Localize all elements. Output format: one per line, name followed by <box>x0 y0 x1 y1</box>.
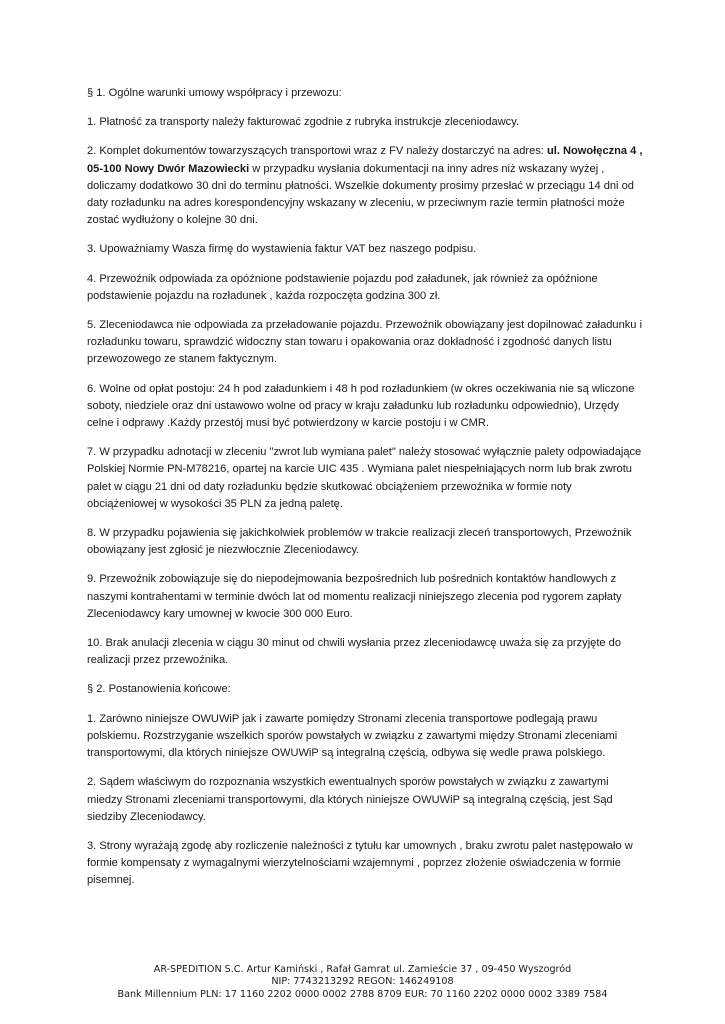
section-1-point-6: 6. Wolne od opłat postoju: 24 h pod załadunkiem i 48 h pod rozładunkiem (w okres oczekiwania nie są wliczone soboty, niedziele oraz dni ustawowo wolne od pracy w kraju załadunku lub rozładunku odpowiednio), Urzędy celne i odprawy .Każdy przestój musi być potwierdzony w karcie postoju i w CMR. <box>87 382 635 430</box>
section-2-point-2: 2. Sądem właściwym do rozpoznania wszystkich ewentualnych sporów powstałych w związku z zawartymi miedzy Stronami zleceniami transportowymi, dla których niniejsze OWUWiP są integralną częścią, jest Sąd siedziby Zleceniodawcy. <box>87 776 613 823</box>
point-2-text-start: 2. Komplet dokumentów towarzyszących transportowi wraz z FV należy dostarczyć na adres: <box>87 145 547 158</box>
point-2-text-end: w przypadku wysłania dokumentacji na inny adres niż wskazany wyżej , doliczamy dodatkowo 30 dni do terminu płatności. Wszelkie dokumenty prosimy przesłać w przeciągu 14 dni od daty rozładunku na adres korespondencyjny wskazany w zleceniu, w przeciwnym razie termin płatności może zostać wydłużony o kolejne 30 dni. <box>87 162 634 227</box>
section-1-point-10: 10. Brak anulacji zlecenia w ciągu 30 minut od chwili wysłania przez zleceniodawcę uważa się za przyjęte do realizacji przez przewoźnika. <box>87 637 622 667</box>
footer-company-address: AR-SPEDITION S.C. Artur Kamiński , Rafał Gamrat ul. Zamieście 37 , 09-450 Wyszogród <box>153 964 572 975</box>
section-1-point-2 <box>87 143 643 229</box>
section-1-point-7: 7. W przypadku adnotacji w zleceniu "zwrot lub wymiana palet" należy stosować wyłącznie palety odpowiadające Polskiej Normie PN-M78216, opartej na karcie UIC 435 . Wymiana palet niespełniających norm lub brak zwrotu palet w ciągu 21 dni od daty rozładunku będzie skutkować obciążeniem przewoźnika w formie noty obciążeniowej w wysokości 35 PLN za jedną paletę. <box>87 446 642 510</box>
documents-delivery-address: ul. Nowołęczna 4 , 05-100 Nowy Dwór Mazowiecki <box>87 145 643 175</box>
section-1-point-9: 9. Przewoźnik zobowiązuje się do niepodejmowania bezpośrednich lub pośrednich kontaktów handlowych z naszymi kontrahentami w terminie dwóch lat od momentu realizacji niniejszego zlecenia pod rygorem zapłaty Zleceniodawcy kary umownej w kwocie 300 000 Euro. <box>87 573 622 620</box>
section-2-point-3: 3. Strony wyrażają zgodę aby rozliczenie należności z tytułu kar umownych , braku zwrotu palet następowało w formie kompensaty z wymagalnymi wierzytelnościami wzajemnymi , poprzez złożenie oświadczenia w formie pisemnej. <box>87 839 633 887</box>
section-2-heading: § 2. Postanowienia końcowe: <box>87 683 231 696</box>
footer-tax-ids: NIP: 7743213292 REGON: 146249108 <box>271 976 454 988</box>
footer-bank-accounts: Bank Millennium PLN: 17 1160 2202 0000 0002 2788 8709 EUR: 70 1160 2202 0000 0002 3389 7584 <box>117 988 608 1000</box>
section-2-point-1: 1. Zarówno niniejsze OWUWiP jak i zawarte pomiędzy Stronami zlecenia transportowe podlegają prawu polskiemu. Rozstrzyganie wszelkich sporów powstałych w związku z zawartymi między Stronami zleceniami transportowymi, dla których niniejsze OWUWiP są integralną częścią, odbywa się wedle prawa polskiego. <box>87 712 618 760</box>
section-1-point-4: 4. Przewoźnik odpowiada za opóźnione podstawienie pojazdu pod załadunek, jak również za opóźnione podstawienie pojazdu na rozładunek , każda rozpoczęta godzina 300 zł. <box>87 272 598 302</box>
section-1-point-8: 8. W przypadku pojawienia się jakichkolwiek problemów w trakcie realizacji zleceń transportowych, Przewoźnik obowiązany jest zgłosić je niezwłocznie Zleceniodawcy. <box>87 527 632 557</box>
company-footer <box>0 964 725 1001</box>
terms-content <box>87 85 643 902</box>
section-1-heading: § 1. Ogólne warunki umowy współpracy i przewozu: <box>87 87 342 99</box>
section-1-point-1: 1. Płatność za transporty należy fakturować zgodnie z rubryka instrukcje zleceniodawcy. <box>87 116 520 129</box>
section-1-point-5: 5. Zleceniodawca nie odpowiada za przeładowanie pojazdu. Przewoźnik obowiązany jest dopilnować załadunku i rozładunku towaru, sprawdzić widoczny stan towaru i opakowania oraz dokładność i zgodność danych listu przewozowego ze stanem faktycznym. <box>87 319 643 366</box>
section-1-point-3: 3. Upoważniamy Wasza firmę do wystawienia faktur VAT bez naszego podpisu. <box>87 243 477 256</box>
